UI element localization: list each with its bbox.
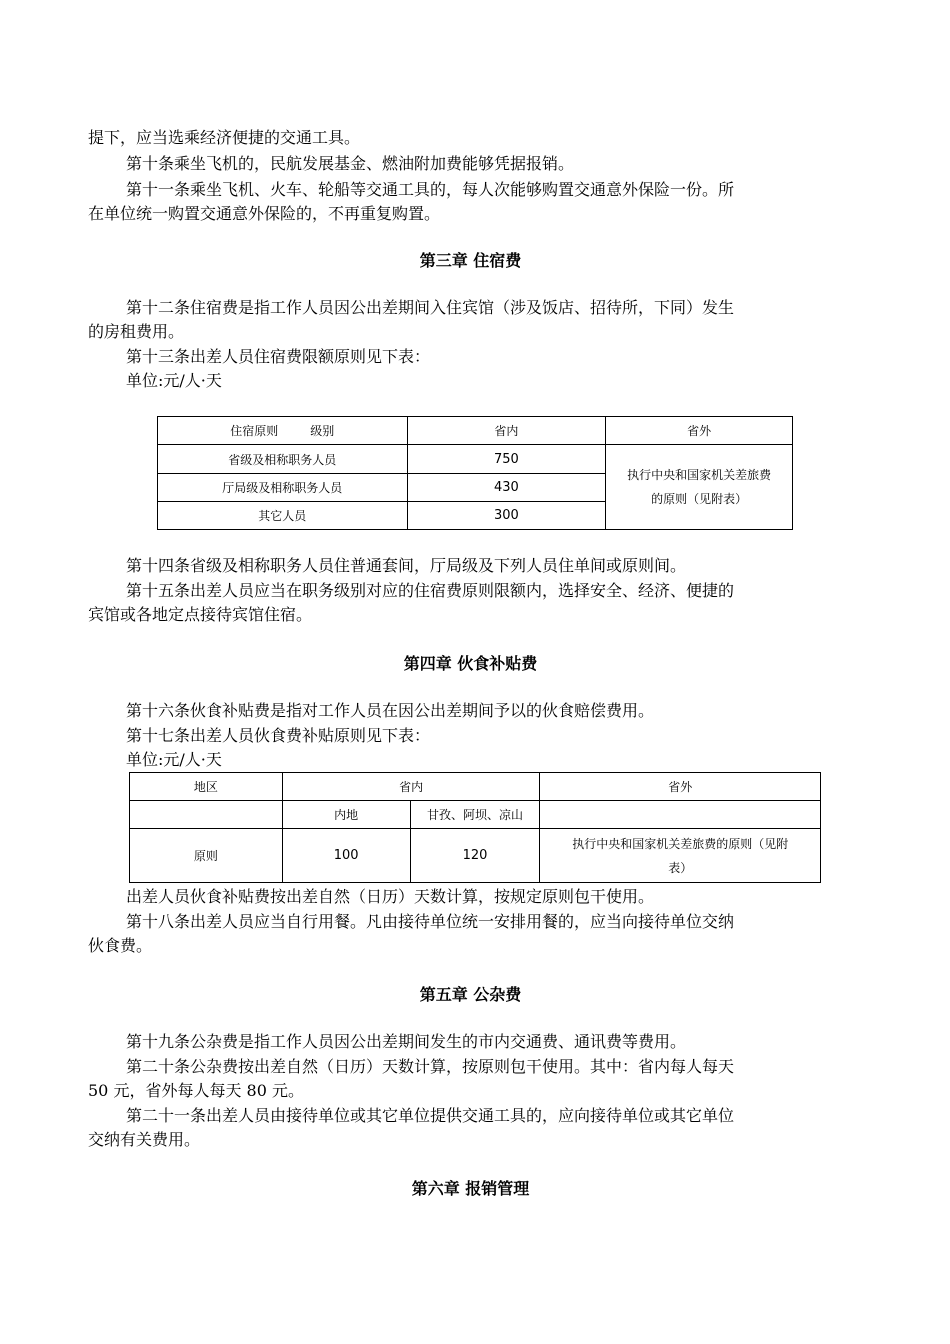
paragraph: 出差人员伙食补贴费按出差自然（日历）天数计算，按规定原则包干使用。 bbox=[126, 887, 655, 906]
table-cell: 其它人员 bbox=[158, 502, 408, 530]
paragraph: 第十七条出差人员伙食费补贴原则见下表： bbox=[126, 726, 431, 745]
paragraph: 第十二条住宿费是指工作人员因公出差期间入住宾馆（涉及饭店、招待所，下同）发生 bbox=[126, 298, 735, 317]
table-cell bbox=[540, 801, 821, 829]
chapter-heading: 第四章 伙食补贴费 bbox=[403, 654, 538, 673]
table-cell: 执行中央和国家机关差旅费 的原则（见附表） bbox=[606, 445, 793, 530]
table-header-cell: 省内 bbox=[407, 417, 606, 445]
table-header-cell: 地区 bbox=[130, 773, 283, 801]
paragraph: 第二十一条出差人员由接待单位或其它单位提供交通工具的，应向接待单位或其它单位 bbox=[126, 1106, 735, 1125]
table-header-cell: 内地 bbox=[282, 801, 410, 829]
table-header-cell: 住宿原则 级别 bbox=[158, 417, 408, 445]
paragraph: 第十五条出差人员应当在职务级别对应的住宿费原则限额内，选择安全、经济、便捷的 bbox=[126, 581, 735, 600]
paragraph: 交纳有关费用。 bbox=[88, 1130, 201, 1149]
unit-label: 单位:元/人·天 bbox=[126, 371, 222, 390]
table-header-cell: 省外 bbox=[540, 773, 821, 801]
table-cell: 省级及相称职务人员 bbox=[158, 445, 408, 474]
table-cell: 120 bbox=[410, 829, 540, 883]
paragraph: 第十九条公杂费是指工作人员因公出差期间发生的市内交通费、通讯费等费用。 bbox=[126, 1032, 687, 1051]
paragraph: 第十条乘坐飞机的，民航发展基金、燃油附加费能够凭据报销。 bbox=[126, 154, 575, 173]
meal-allowance-table bbox=[129, 772, 821, 883]
table-header-cell: 甘孜、阿坝、凉山 bbox=[410, 801, 540, 829]
chapter-heading: 第五章 公杂费 bbox=[419, 985, 522, 1004]
table-cell: 执行中央和国家机关差旅费的原则（见附 表） bbox=[540, 829, 821, 883]
table-cell: 100 bbox=[282, 829, 410, 883]
table-cell bbox=[130, 801, 283, 829]
table-cell: 750 bbox=[407, 445, 606, 474]
paragraph: 的房租费用。 bbox=[88, 322, 185, 341]
table-cell: 厅局级及相称职务人员 bbox=[158, 474, 408, 502]
table-header-cell: 省外 bbox=[606, 417, 793, 445]
chapter-heading: 第六章 报销管理 bbox=[411, 1179, 530, 1198]
paragraph: 宾馆或各地定点接待宾馆住宿。 bbox=[88, 605, 313, 624]
unit-label: 单位:元/人·天 bbox=[126, 750, 222, 769]
table-cell: 原则 bbox=[130, 829, 283, 883]
paragraph: 第十四条省级及相称职务人员住普通套间，厅局级及下列人员住单间或原则间。 bbox=[126, 556, 687, 575]
chapter-heading: 第三章 住宿费 bbox=[419, 251, 522, 270]
table-header-cell: 省内 bbox=[282, 773, 540, 801]
paragraph: 伙食费。 bbox=[88, 936, 153, 955]
paragraph: 第十三条出差人员住宿费限额原则见下表： bbox=[126, 347, 431, 366]
paragraph: 第二十条公杂费按出差自然（日历）天数计算，按原则包干使用。其中：省内每人每天 bbox=[126, 1057, 735, 1076]
lodging-table bbox=[157, 416, 793, 530]
paragraph: 第十一条乘坐飞机、火车、轮船等交通工具的，每人次能够购置交通意外保险一份。所 bbox=[126, 180, 735, 199]
table-cell: 430 bbox=[407, 474, 606, 502]
paragraph: 提下，应当选乘经济便捷的交通工具。 bbox=[88, 128, 361, 147]
paragraph: 第十八条出差人员应当自行用餐。凡由接待单位统一安排用餐的，应当向接待单位交纳 bbox=[126, 912, 735, 931]
table-cell: 300 bbox=[407, 502, 606, 530]
paragraph: 第十六条伙食补贴费是指对工作人员在因公出差期间予以的伙食赔偿费用。 bbox=[126, 701, 655, 720]
paragraph: 50 元，省外每人每天 80 元。 bbox=[88, 1081, 304, 1100]
paragraph: 在单位统一购置交通意外保险的，不再重复购置。 bbox=[88, 204, 441, 223]
